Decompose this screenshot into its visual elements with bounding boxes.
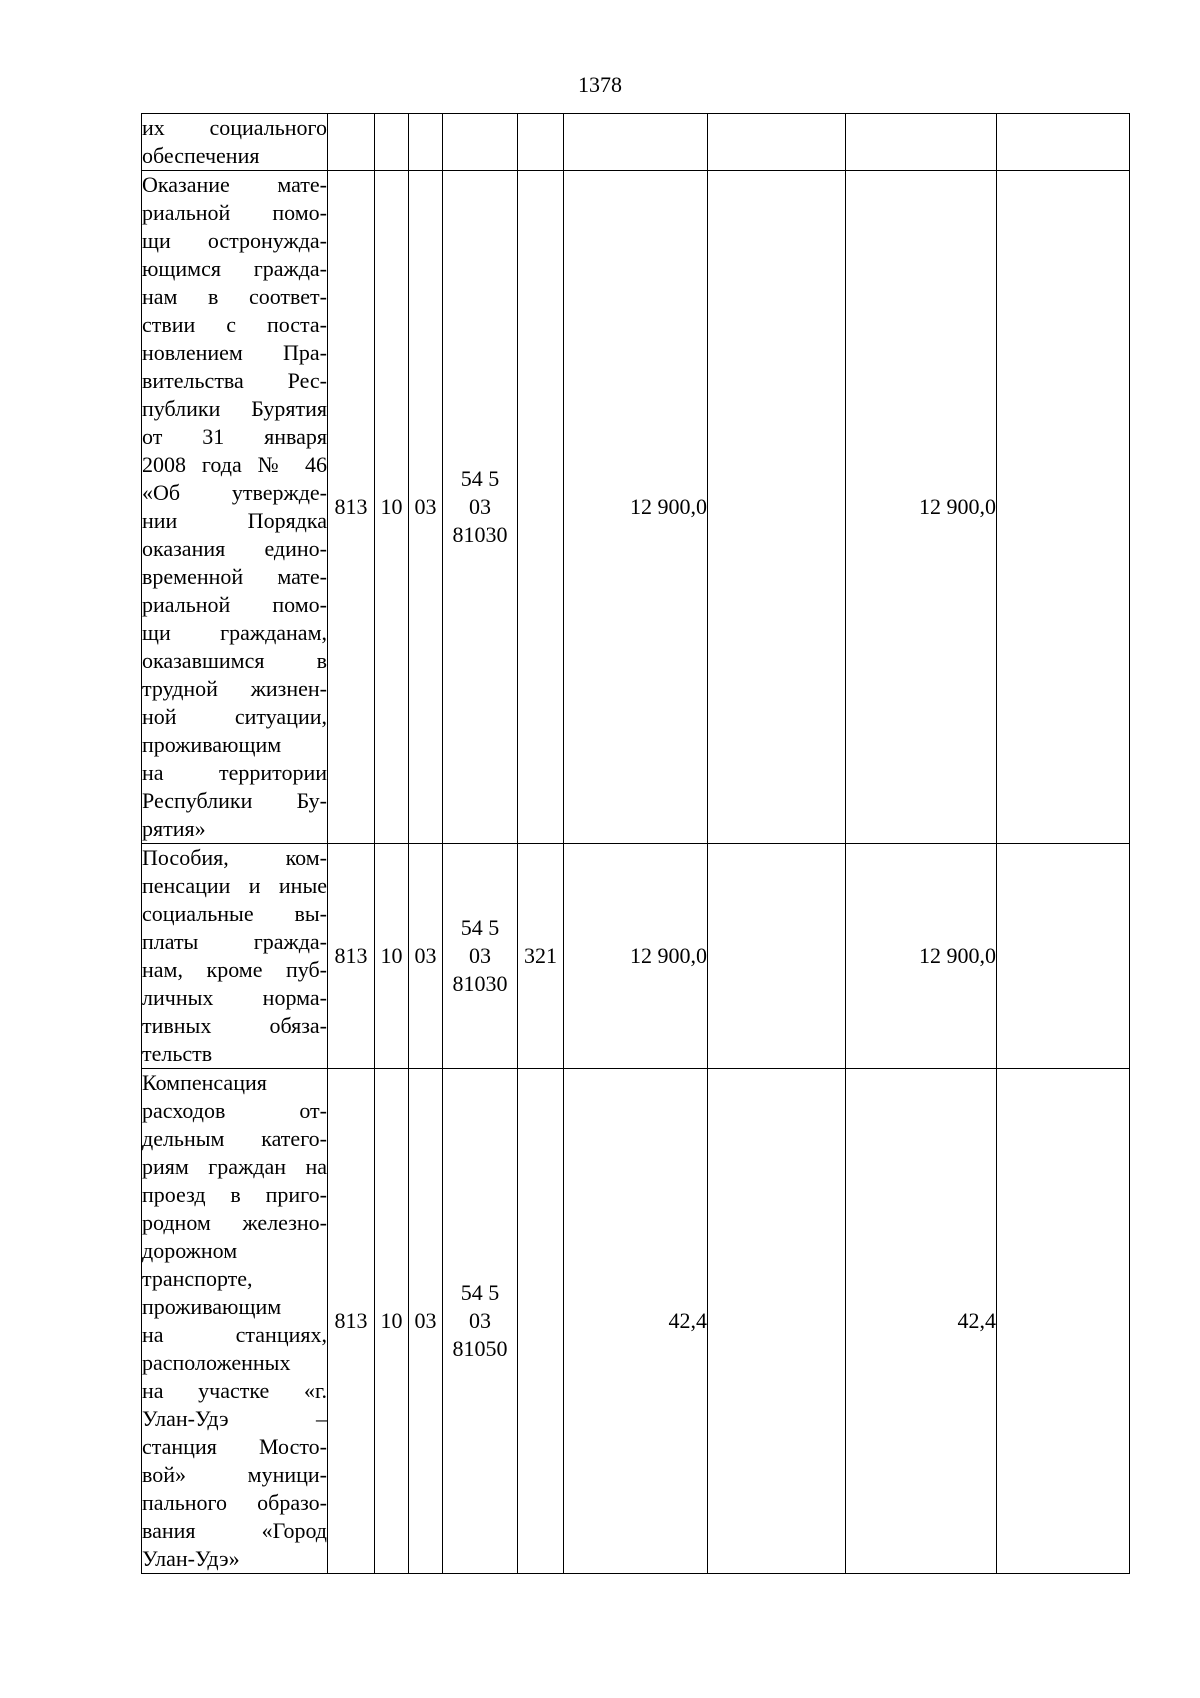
row-name-line: щи остронужда-	[142, 228, 327, 253]
admin-code-cell: 813	[328, 1069, 375, 1574]
target-code-cell	[443, 114, 518, 171]
row-name-line: платы гражда-	[142, 929, 327, 954]
row-name-line: тельств	[142, 1041, 213, 1066]
row-name-line: от 31 января	[142, 424, 327, 449]
table-row	[142, 844, 1130, 1069]
row-name-line: «Об утвержде-	[142, 480, 327, 505]
row-name-line: социальные вы-	[142, 901, 327, 926]
expense-type-cell: 321	[518, 844, 564, 1069]
expense-type-cell	[518, 1069, 564, 1574]
row-name-line: Республики Бу-	[142, 788, 327, 813]
target-code-line: 03	[469, 1308, 491, 1333]
subsection-code-cell: 03	[409, 1069, 443, 1574]
total-amount-cell: 12 900,0	[564, 171, 708, 844]
row-name-line: публики Бурятия	[142, 396, 327, 421]
amount-col8-cell: 12 900,0	[846, 171, 997, 844]
row-name-line: вой» муници-	[142, 1462, 327, 1487]
row-name-line: пенсации и иные	[142, 873, 327, 898]
row-name-line: ствии с поста-	[142, 312, 327, 337]
row-name-line: нии Порядка	[142, 508, 327, 533]
amount-col9-cell	[997, 171, 1130, 844]
row-name-line: нам в соответ-	[142, 284, 327, 309]
total-amount-cell: 12 900,0	[564, 844, 708, 1069]
row-name-line: нам, кроме пуб-	[142, 957, 327, 982]
table-row	[142, 114, 1130, 171]
row-name-line: 2008 года № 46	[142, 452, 327, 477]
table-row	[142, 1069, 1130, 1574]
page-number: 1378	[578, 72, 622, 97]
row-name-line: щи гражданам,	[142, 620, 327, 645]
row-name-line: риальной помо-	[142, 200, 327, 225]
amount-col7-cell	[708, 1069, 846, 1574]
amount-col8-cell	[846, 114, 997, 171]
section-code-cell: 10	[375, 844, 409, 1069]
expense-type-cell	[518, 171, 564, 844]
target-code-line: 81030	[452, 971, 508, 996]
section-code-cell: 10	[375, 171, 409, 844]
row-name-cell	[142, 114, 328, 171]
section-code-cell: 10	[375, 1069, 409, 1574]
row-name-line: личных норма-	[142, 985, 327, 1010]
row-name-line: риальной помо-	[142, 592, 327, 617]
row-name-line: расположенных	[142, 1350, 291, 1375]
row-name-line: дельным катего-	[142, 1126, 327, 1151]
target-code-line: 03	[469, 494, 491, 519]
target-code-line: 03	[469, 943, 491, 968]
target-code-line: 54 5	[460, 915, 500, 940]
row-name-line: на участке «г.	[142, 1378, 327, 1403]
target-code-cell	[443, 844, 518, 1069]
row-name-cell	[142, 171, 328, 844]
table-row	[142, 171, 1130, 844]
row-name-line: временной мате-	[142, 564, 327, 589]
row-name-line: проживающим	[142, 1294, 282, 1319]
amount-col7-cell	[708, 114, 846, 171]
row-name-line: ной ситуации,	[142, 704, 327, 729]
target-code-line: 81030	[452, 522, 508, 547]
row-name-line: их социального	[142, 115, 327, 140]
admin-code-cell	[328, 114, 375, 171]
row-name-line: транспорте,	[142, 1266, 253, 1291]
subsection-code-cell: 03	[409, 844, 443, 1069]
target-code-line: 54 5	[460, 1280, 500, 1305]
row-name-line: вания «Город	[142, 1518, 327, 1543]
row-name-line: новлением Пра-	[142, 340, 327, 365]
row-name-line: на станциях,	[142, 1322, 327, 1347]
amount-col9-cell	[997, 844, 1130, 1069]
row-name-line: оказания едино-	[142, 536, 327, 561]
amount-col9-cell	[997, 1069, 1130, 1574]
row-name-line: ющимся гражда-	[142, 256, 327, 281]
row-name-line: риям граждан на	[142, 1154, 327, 1179]
target-code-line: 81050	[452, 1336, 508, 1361]
amount-col8-cell: 12 900,0	[846, 844, 997, 1069]
amount-col7-cell	[708, 844, 846, 1069]
row-name-line: расходов от-	[142, 1098, 327, 1123]
row-name-cell	[142, 844, 328, 1069]
total-amount-cell	[564, 114, 708, 171]
total-amount-cell: 42,4	[564, 1069, 708, 1574]
row-name-line: Оказание мате-	[142, 172, 327, 197]
admin-code-cell: 813	[328, 171, 375, 844]
row-name-line: Улан-Удэ –	[142, 1406, 327, 1431]
table-body	[142, 114, 1130, 1574]
target-code-cell	[443, 171, 518, 844]
row-name-line: оказавшимся в	[142, 648, 327, 673]
subsection-code-cell	[409, 114, 443, 171]
amount-col8-cell: 42,4	[846, 1069, 997, 1574]
budget-table	[141, 113, 1130, 1574]
row-name-line: родном железно-	[142, 1210, 327, 1235]
row-name-line: Улан-Удэ»	[142, 1546, 240, 1571]
row-name-line: вительства Рес-	[142, 368, 327, 393]
subsection-code-cell: 03	[409, 171, 443, 844]
target-code-line: 54 5	[460, 466, 500, 491]
admin-code-cell: 813	[328, 844, 375, 1069]
row-name-line: рятия»	[142, 816, 206, 841]
row-name-line: проживающим	[142, 732, 282, 757]
expense-type-cell	[518, 114, 564, 171]
row-name-line: пального образо-	[142, 1490, 327, 1515]
row-name-line: обеспечения	[142, 143, 260, 168]
row-name-cell	[142, 1069, 328, 1574]
row-name-line: Пособия, ком-	[142, 845, 327, 870]
row-name-line: Компенсация	[142, 1070, 267, 1095]
row-name-line: дорожном	[142, 1238, 238, 1263]
amount-col7-cell	[708, 171, 846, 844]
row-name-line: на территории	[142, 760, 327, 785]
row-name-line: проезд в приго-	[142, 1182, 327, 1207]
row-name-line: трудной жизнен-	[142, 676, 327, 701]
row-name-line: станция Мосто-	[142, 1434, 327, 1459]
row-name-line: тивных обяза-	[142, 1013, 327, 1038]
target-code-cell	[443, 1069, 518, 1574]
amount-col9-cell	[997, 114, 1130, 171]
section-code-cell	[375, 114, 409, 171]
